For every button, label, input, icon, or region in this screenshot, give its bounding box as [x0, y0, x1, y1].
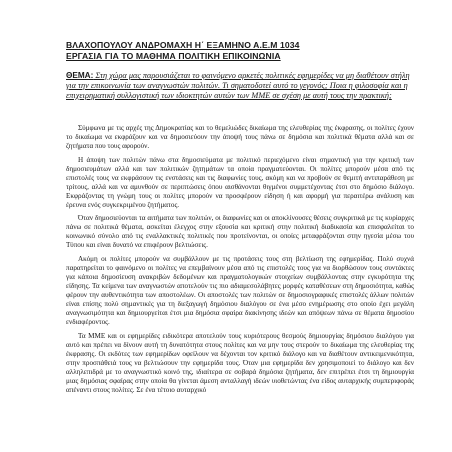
theme-label: ΘΕΜΑ: — [66, 71, 94, 80]
paragraph: Σύμφωνα με τις αρχές της Δημοκρατίας και το θεμελιώδες δικαίωμα της ελευθερίας της έκφρασης, οι πολίτες έχουν το δικαίωμα να εκφράζουν και να δημοσιεύουν την άποψή τους πάνω σε δημόσια και πολιτικά θέματα αλλά και σε ζητήματα που τους αφορούν. — [66, 124, 414, 151]
document-header — [66, 40, 406, 62]
paragraph: Ακόμη οι πολίτες μπορούν να συμβάλλουν με τις προτάσεις τους στη βελτίωση της εφημερίδας. Πολύ συχνά παρατηρείται το φαινόμενο οι πολίτες να επεμβαίνουν μέσα από τις επιστολές τους για να διορθώσουν τους συντάκτες για κάποια δημοσίευση ανακριβών δεδομένων και πραγματολογικών στοιχείων συμβάλλοντας στην εγκυρότητα της είδησης. Τα κείμενα των αναγνωστών αποτελούν τις πιο αδιαμεσολάβητες μορφές καταθέσεων στη δημοσιότητα, καθώς φέρουν την αυθεντικότητα των αποστολέων. Οι αποστολές των πολιτών σε δημοσιογραφικές επιστολές άλλων πολιτών είναι επίσης πολύ σημαντικές για τη διεξαγωγή δημόσιου διαλόγου σε ένα μέσο ενημέρωσης στο οποίο έχει μεγάλη αναγνωσιμότητα και δημιουργείται έτσι μια δημόσια σφαίρα διακίνησης ιδεών και απόψεων πάνω σε θέματα δημοσίου ενδιαφέροντος. — [66, 254, 414, 327]
paragraph: Όταν δημοσιεύονται τα αιτήματα των πολιτών, οι διαφωνίες και οι αποκλίνουσες θέσεις συγκριτικά με τις κυρίαρχες πάνω σε πολιτικά θέματα, ασκείται έλεγχος στην εξουσία και κριτική στην πολιτική διαδικασία και επισφαλείται το κοινωνικό σύνολο από τις εναλλακτικές πολιτικές που προτείνονται, οι οποίες μεταφράζονται στην ηγεσία μέσω του Τύπου και είναι δυνατό να επιφέρουν βελτιώσεις. — [66, 214, 414, 250]
theme-text: Στη χώρα μας παρουσιάζεται το φαινόμενο αρκετές πολιτικές εφημερίδες να μη διαθέτουν στήλη για την επικοινωνία των αναγνωστών πολιτών. Τι σηματοδοτεί αυτό το γεγονός; Ποια η φιλοσοφία και η επιχειρηματική συλλογιστική των ιδιοκτητών αυτών των ΜΜΕ σε σχέση με αυτή τους την πρακτική; — [66, 71, 410, 100]
paragraph: Η άποψη των πολιτών πάνω στα δημοσιεύματα με πολιτικό περιεχόμενο είναι σημαντική για την κριτική των δημοσιευμάτων αλλά και των πολιτικών ζητημάτων τα οποία πραγματεύονται. Οι πολίτες μπορούν μέσα από τις επιστολές τους να εκφράσουν τις ενστάσεις και τις διαφωνίες τους, ακόμη και να προβούν σε θεμιτή αντιπαράθεση με τρίτους, αλλά και να αμυνθούν σε περιπτώσεις όπου αισθάνονται θιγμένοι συμμετέχοντας έτσι στο δημόσιο διάλογο. Εκφράζοντας τη γνώμη τους οι πολίτες μπορούν να προσφέρουν είδηση ή και αφορμή για περαιτέρω ανάλυση και έρευνα ενός συγκεκριμένου ζητήματος. — [66, 155, 414, 209]
paragraph: Τα ΜΜΕ και οι εφημερίδες ειδικότερα αποτελούν τους κυριότερους θεσμούς δημιουργίας δημόσιου διαλόγου για αυτό και πρέπει να δίνουν αυτή τη δυνατότητα στους πολίτες και να μην τους στερούν το δικαίωμα της ελευθερίας της έκφρασης. Οι εκδότες των εφημερίδων οφείλουν να δέχονται τον κριτικό διάλογο και να διαθέτουν αντικειμενικότητα, στην προσπάθειά τους να βελτιώσουν την εφημερίδα τους. Όταν μια εφημερίδα δεν χρησιμοποιεί το διάλογο και δεν αλληλεπιδρά με το αναγνωστικό κοινό της, ιδιαίτερα σε σοβαρά δημόσια ζητήματα, δεν επιτρέπει έτσι τη δημιουργία μιας δημόσιας σφαίρας στην οποία θα γίνεται άμεση ανταλλαγή ιδεών υιοθετώντας ένα είδος αυταρχικής συμπεριφοράς απέναντι στους πολίτες. Σε ένα τέτοιο αυταρχικό — [66, 331, 414, 394]
essay-body — [66, 124, 414, 399]
assignment-title: ΕΡΓΑΣΙΑ ΓΙΑ ΤΟ ΜΑΘΗΜΑ ΠΟΛΙΤΙΚΗ ΕΠΙΚΟΙΝΩΝΙΑ — [66, 51, 281, 61]
theme-block — [66, 71, 412, 101]
author-line: ΒΛΑΧΟΠΟΥΛΟΥ ΑΝΔΡΟΜΑΧΗ Η΄ ΕΞΑΜΗΝΟ Α.Ε.Μ 1034 — [66, 40, 300, 50]
